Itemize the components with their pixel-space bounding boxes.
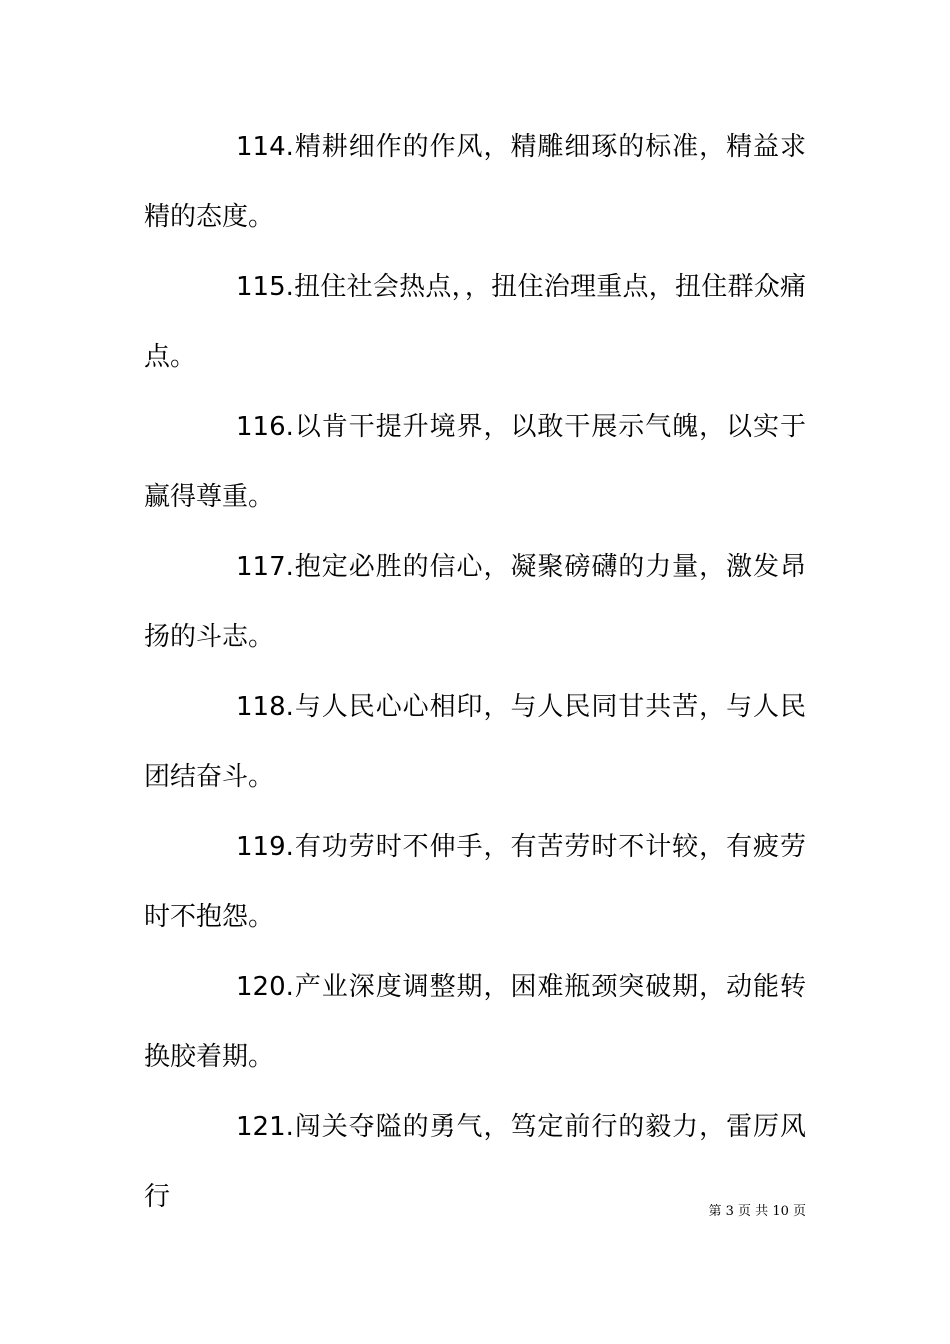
- paragraph-115: 115.扭住社会热点，，扭住治理重点，扭住群众痛点。: [144, 272, 806, 372]
- page-footer: 第 3 页 共 10 页: [708, 1204, 806, 1219]
- paragraph-117: 117.抱定必胜的信心，凝聚磅礴的力量，激发昂扬的斗志。: [144, 552, 806, 652]
- paragraph-118: 118.与人民心心相印，与人民同甘共苦，与人民团结奋斗。: [144, 692, 806, 792]
- document-body: [144, 112, 806, 1232]
- paragraph-116: 116.以肯干提升境界，以敢干展示气魄，以实于赢得尊重。: [144, 412, 806, 512]
- paragraph-120: 120.产业深度调整期，困难瓶颈突破期，动能转换胶着期。: [144, 972, 806, 1072]
- paragraph-121: 121.闯关夺隘的勇气，笃定前行的毅力，雷厉风行: [144, 1112, 806, 1212]
- paragraph-119: 119.有功劳时不伸手，有苦劳时不计较，有疲劳时不抱怨。: [144, 832, 806, 932]
- paragraph-114: 114.精耕细作的作风，精雕细琢的标准，精益求精的态度。: [144, 132, 806, 232]
